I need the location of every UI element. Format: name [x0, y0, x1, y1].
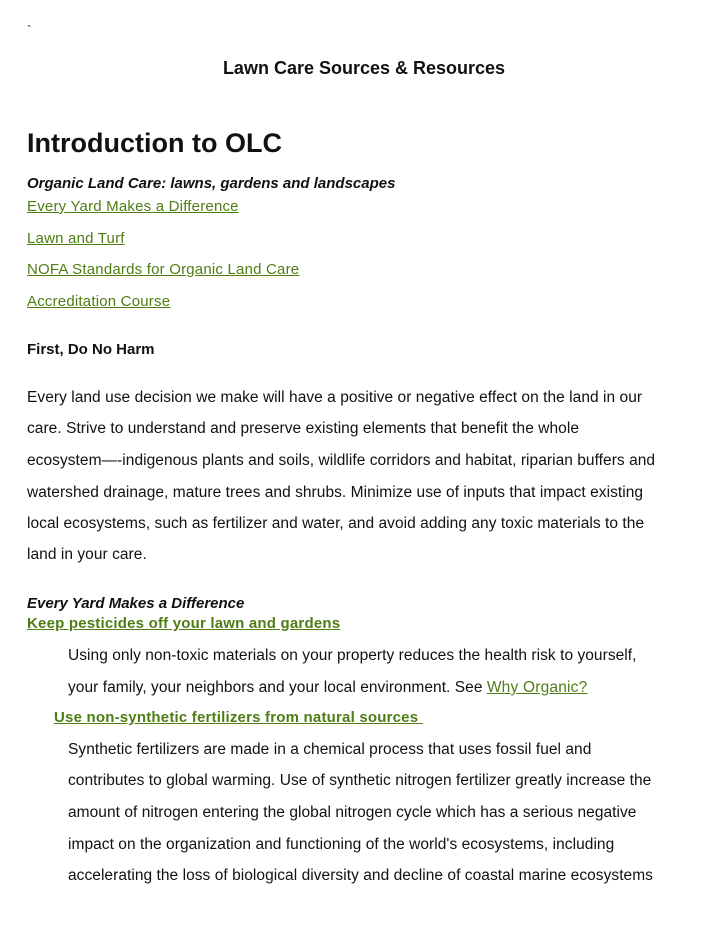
link-non-synthetic-fertilizers[interactable]: Use non-synthetic fertilizers from natural sources: [54, 709, 423, 726]
paragraph-line: Synthetic fertilizers are made in a chemical process that uses fossil fuel and: [68, 741, 592, 758]
paragraph-line-text: your family, your neighbors and your local environment. See: [68, 679, 487, 696]
paragraph-line: amount of nitrogen entering the global nitrogen cycle which has a serious negative: [68, 804, 637, 821]
paragraph-line: impact on the organization and functioning of the world's ecosystems, including: [68, 836, 615, 853]
document-title: Lawn Care Sources & Resources: [222, 58, 506, 78]
subtitle: Organic Land Care: lawns, gardens and landscapes: [27, 175, 396, 192]
paragraph-line: care. Strive to understand and preserve existing elements that benefit the whole: [27, 420, 579, 437]
paragraph-line-with-link: [68, 679, 587, 697]
link-lawn-turf[interactable]: Lawn and Turf: [27, 230, 125, 247]
link-nofa-standards[interactable]: NOFA Standards for Organic Land Care: [27, 261, 300, 278]
paragraph-line: land in your care.: [27, 546, 147, 563]
paragraph-line: ecosystem—-indigenous plants and soils, wildlife corridors and habitat, riparian buffers and: [27, 452, 656, 469]
paragraph-line: Every land use decision we make will have a positive or negative effect on the land in our: [27, 389, 643, 406]
page-heading: Introduction to OLC: [27, 128, 282, 158]
link-why-organic[interactable]: Why Organic?: [486, 679, 588, 696]
link-every-yard[interactable]: Every Yard Makes a Difference: [27, 198, 239, 215]
link-keep-pesticides-off[interactable]: Keep pesticides off your lawn and gardens: [27, 615, 341, 632]
paragraph-line: accelerating the loss of biological diversity and decline of coastal marine ecosystems: [68, 867, 653, 884]
paragraph-line: watershed drainage, mature trees and shrubs. Minimize use of inputs that impact existing: [27, 484, 644, 501]
paragraph-line: Using only non-toxic materials on your property reduces the health risk to yourself,: [68, 647, 637, 664]
section-heading-every-yard: Every Yard Makes a Difference: [27, 595, 245, 612]
paragraph-line: local ecosystems, such as fertilizer and water, and avoid adding any toxic materials to the: [27, 515, 645, 532]
stray-mark: `: [27, 22, 32, 38]
section-heading-first-do-no-harm: First, Do No Harm: [27, 341, 155, 358]
paragraph-line: contributes to global warming. Use of synthetic nitrogen fertilizer greatly increase the: [68, 772, 652, 789]
link-accreditation-course[interactable]: Accreditation Course: [27, 293, 171, 310]
